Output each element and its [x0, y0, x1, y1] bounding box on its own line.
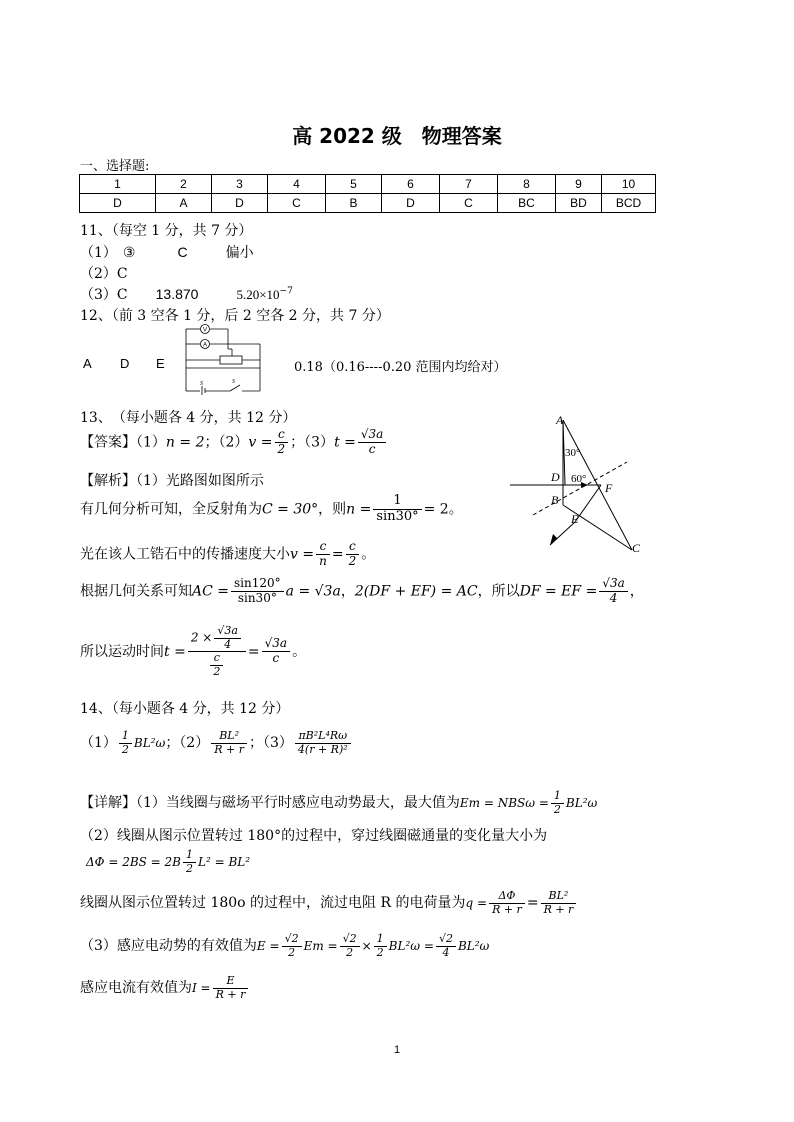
text-segment: 。 — [292, 643, 307, 660]
fraction-denominator: c — [368, 441, 376, 456]
q12-heading: 12、（前 3 空各 1 分，后 2 空各 2 分，共 7 分） — [80, 308, 390, 324]
fraction-numerator: E — [213, 975, 249, 989]
circuit-ammeter-label: A — [202, 342, 208, 349]
text-segment: 线圈从图示位置转过 180o 的过程中，流过电阻 R 的电荷量为 — [80, 895, 466, 912]
q13-answer-2-label: ；（2） — [204, 434, 249, 451]
q14-answer-3-label: ；（3） — [249, 735, 293, 752]
fraction-numerator: 1 — [119, 730, 132, 744]
fraction-denominator: 2 — [348, 553, 357, 568]
q11-answer-3b-exponent: −7 — [279, 286, 293, 297]
table-cell: 8 — [498, 175, 556, 194]
fraction-denominator: 4(r + R)² — [297, 742, 348, 756]
fraction-denominator: sin30° — [237, 590, 277, 605]
fraction-denominator: R + r — [214, 742, 244, 756]
q12-note: 0.18（0.16----0.20 范围内均给对） — [294, 360, 507, 375]
q14-answer-1-label: （1） — [80, 735, 117, 752]
fraction-numerator: 1 — [183, 849, 196, 863]
text-segment: = — [331, 546, 344, 563]
q13-answer-1: n = 2 — [165, 434, 205, 451]
section-choice-heading: 一、选择题: — [80, 159, 150, 174]
fraction-denominator: 2 — [121, 742, 129, 756]
math-expression: v = — [290, 546, 315, 563]
page-title: 高 2022 级 物理答案 — [292, 124, 502, 148]
text-segment: （3）感应电动势的有效值为 — [80, 938, 257, 955]
math-expression: BL²ω — [133, 736, 166, 751]
fraction-numerator: 1 — [373, 494, 421, 510]
table-cell: 3 — [212, 175, 268, 194]
q11-answer-3a: 13.870 — [155, 286, 199, 302]
fraction-denominator: R + r — [492, 902, 522, 916]
q13-answer-3-label: ；（3） — [290, 434, 335, 451]
fraction-denominator: n — [319, 553, 327, 568]
fraction-numerator: 1 — [374, 933, 387, 947]
fraction-denominator: sin30° — [376, 508, 419, 524]
fraction-numerator: √2 — [340, 933, 360, 947]
fraction-numerator: πB²L⁴Rω — [295, 730, 351, 744]
fraction-denominator: 4 — [609, 590, 618, 605]
q11-line-3 — [80, 284, 293, 304]
q14-detail-label: 【详解】 — [80, 795, 136, 812]
circuit-switch-label-2: S — [232, 379, 235, 385]
q11-answer-1c: 偏小 — [225, 245, 254, 261]
text-segment: 光在该人工锆石中的传播速度大小 — [80, 546, 290, 563]
fraction-denominator: 2 — [376, 945, 384, 959]
fraction-denominator: 2 — [277, 441, 286, 456]
fraction-denominator: 2 — [213, 664, 221, 678]
text-segment: （1）当线圈与磁场平行时感应电动势最大，最大值为 — [136, 795, 460, 812]
fraction-numerator: √3a — [214, 625, 241, 639]
q13-analysis-label: 【解析】 — [80, 473, 136, 489]
table-cell: A — [156, 194, 212, 213]
fraction-numerator: sin120° — [231, 577, 284, 592]
fraction-denominator: 2 — [553, 802, 561, 816]
math-expression: t = — [164, 643, 186, 660]
answer-table-number-row — [80, 175, 656, 194]
fraction-numerator: √3a — [358, 428, 386, 443]
q11-label-1: （1） — [80, 245, 117, 261]
q14-detail-5 — [80, 975, 250, 1001]
text-segment: 根据几何关系可知 — [80, 583, 192, 600]
fraction-numerator: √3a — [262, 637, 290, 652]
fraction-numerator: c — [275, 428, 289, 443]
fraction-denominator: R + r — [215, 987, 246, 1001]
math-expression: ΔΦ = 2BS = 2B — [86, 855, 181, 870]
q11-answer-3b: 5.20×10 — [236, 287, 280, 302]
circuit-diagram — [180, 323, 270, 395]
q14-detail-4 — [80, 933, 489, 959]
fraction-denominator: 4 — [224, 637, 232, 651]
math-expression: 2(DF + EF) = AC — [354, 583, 478, 600]
q13-answer-label: 【答案】 — [80, 434, 136, 451]
q12-answer-2: D — [120, 356, 130, 371]
fraction-numerator: BL² — [541, 890, 577, 904]
q14-answer-line — [80, 730, 353, 756]
text-segment: 。 — [361, 546, 376, 563]
q14-heading: 14、（每小题各 4 分，共 12 分） — [80, 701, 290, 717]
fraction-denominator: R + r — [543, 902, 574, 916]
page-number: 1 — [393, 1044, 401, 1056]
table-cell: 5 — [326, 175, 382, 194]
table-cell: BCD — [602, 194, 656, 213]
table-cell: 1 — [80, 175, 156, 194]
table-cell: D — [212, 194, 268, 213]
table-cell: 4 — [268, 175, 326, 194]
q13-analysis-line — [80, 470, 264, 490]
text-segment: = 2。 — [423, 501, 463, 518]
math-expression: × — [361, 939, 372, 954]
q11-answer-1b: C — [177, 244, 188, 260]
figure-label-B: B — [551, 493, 559, 507]
fraction-numerator: c — [210, 652, 223, 666]
q14-answer-2-label: ；（2） — [165, 735, 210, 752]
table-cell: C — [268, 194, 326, 213]
text-segment: ，则 — [318, 501, 347, 518]
q13-heading: 13、 （每小题各 4 分，共 12 分） — [80, 410, 297, 426]
math-expression: a = √3a — [285, 583, 341, 600]
text-segment: ， — [629, 583, 644, 600]
math-expression: AC = — [192, 583, 230, 600]
answer-table-answer-row — [80, 194, 656, 213]
q11-line-1 — [80, 242, 254, 262]
table-cell: 6 — [382, 175, 440, 194]
q13-answer-3-lhs: t = — [334, 434, 356, 451]
q14-detail-1 — [80, 790, 597, 816]
circuit-switch-label-1: S — [200, 381, 203, 387]
text-segment: = — [526, 895, 539, 912]
table-cell: BD — [556, 194, 602, 213]
fraction-numerator: c — [316, 540, 330, 555]
math-expression: BL²ω = — [388, 939, 434, 954]
q12-answer-3: E — [156, 356, 165, 371]
q11-answer-1a: ③ — [122, 245, 136, 261]
fraction-denominator: 2 — [288, 945, 296, 959]
math-expression: n = — [346, 501, 372, 518]
q14-detail-2-expr — [86, 849, 250, 875]
math-expression: L² = BL² — [198, 855, 251, 870]
fraction-numerator: ΔΦ — [489, 890, 525, 904]
light-path-figure — [505, 410, 655, 560]
q12-answer-1: A — [83, 356, 92, 371]
text-segment: 有几何分析可知，全反射角为 — [80, 501, 262, 518]
table-cell: 10 — [602, 175, 656, 194]
figure-angle-60: 60° — [571, 473, 587, 485]
q13-line-a — [80, 494, 463, 525]
text-segment: 2 × — [190, 630, 213, 645]
q13-answer-2-lhs: v = — [248, 434, 273, 451]
q14-detail-3 — [80, 890, 578, 916]
figure-label-D: D — [551, 470, 560, 484]
math-expression: C = 30° — [262, 501, 319, 518]
q13-answer-line — [80, 428, 388, 457]
figure-label-C: C — [632, 541, 641, 555]
table-cell: B — [326, 194, 382, 213]
table-cell: BC — [498, 194, 556, 213]
fraction-numerator: √3a — [599, 577, 627, 592]
math-expression: q = — [465, 896, 488, 911]
math-expression: BL²ω — [457, 939, 490, 954]
table-cell: 9 — [556, 175, 602, 194]
q11-label-3: （3）C — [80, 287, 128, 303]
figure-label-F: F — [605, 481, 613, 495]
q13-line-b — [80, 540, 375, 569]
text-segment: = — [247, 643, 260, 660]
text-segment: 感应电流有效值为 — [80, 980, 192, 997]
fraction-denominator: 2 — [346, 945, 354, 959]
math-expression: DF = EF = — [519, 583, 598, 600]
figure-label-E: E — [571, 512, 579, 526]
math-expression: Em = — [303, 939, 338, 954]
fraction-denominator: 4 — [442, 945, 450, 959]
fraction-denominator: c — [272, 651, 280, 666]
table-cell: D — [80, 194, 156, 213]
q14-detail-2: （2）线圈从图示位置转过 180°的过程中，穿过线圈磁通量的变化量大小为 — [80, 828, 548, 844]
q13-line-c — [80, 577, 644, 606]
text-segment: 所以运动时间 — [80, 643, 164, 660]
fraction-numerator: √2 — [282, 933, 302, 947]
fraction-numerator: c — [346, 540, 360, 555]
figure-label-A: A — [556, 413, 564, 427]
math-expression: E = — [256, 939, 280, 954]
q11-heading: 11、（每空 1 分，共 7 分） — [80, 223, 253, 239]
circuit-voltmeter-label: V — [202, 327, 208, 334]
math-expression: I = — [192, 981, 211, 996]
text-segment: ， — [340, 583, 355, 600]
fraction-numerator: 1 — [551, 790, 564, 804]
table-cell: 2 — [156, 175, 212, 194]
q11-line-2: （2）C — [80, 266, 128, 282]
answer-table — [79, 174, 656, 213]
q13-analysis-1: （1）光路图如图所示 — [136, 473, 264, 489]
table-cell: D — [382, 194, 440, 213]
q13-line-d — [80, 625, 306, 679]
figure-angle-30: 30° — [565, 447, 581, 459]
text-segment: ，所以 — [477, 583, 520, 600]
fraction-numerator: √2 — [436, 933, 456, 947]
fraction-numerator: BL² — [211, 730, 247, 744]
q13-answer-1-label: （1） — [136, 434, 166, 451]
table-cell: C — [440, 194, 498, 213]
math-expression: Em = NBSω = — [459, 796, 549, 811]
table-cell: 7 — [440, 175, 498, 194]
math-expression: BL²ω — [565, 796, 598, 811]
fraction-denominator: 2 — [186, 861, 193, 875]
